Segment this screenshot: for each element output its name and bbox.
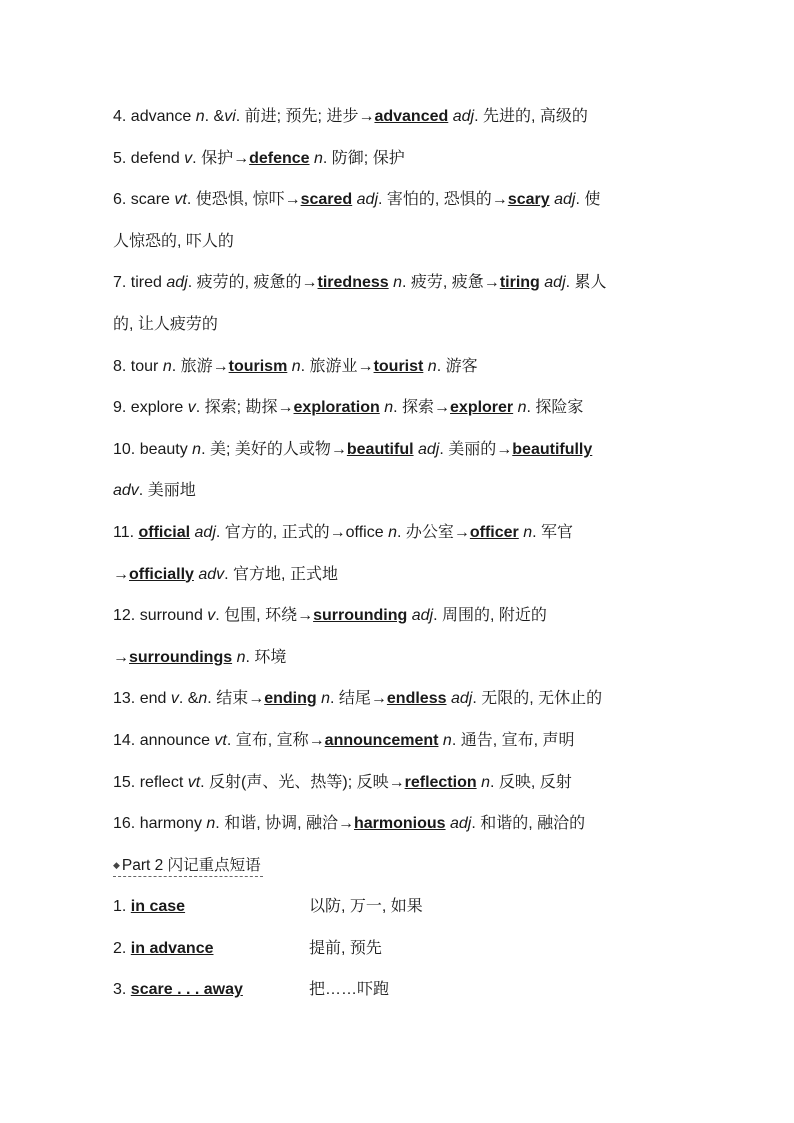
part-of-speech: v [187, 399, 196, 417]
part-of-speech: adv [113, 482, 139, 500]
part-of-speech: adj [356, 191, 379, 209]
vocab-text: 15. reflect [113, 773, 188, 791]
derived-word: officer [469, 523, 519, 541]
derived-word: tourist [373, 357, 424, 375]
vocab-line [113, 138, 693, 180]
derived-word: explorer [450, 399, 514, 417]
phrase-number: 2. [113, 939, 131, 957]
vocab-line [113, 221, 693, 263]
part-of-speech: n [162, 357, 172, 375]
derived-word: endless [386, 690, 447, 708]
derived-word: official [138, 523, 191, 541]
vocab-text: . 先进的, 高级的 [474, 108, 588, 125]
part-of-speech: n [192, 440, 202, 458]
part-of-speech: adj [544, 274, 566, 292]
derived-word: announcement [324, 731, 439, 749]
vocab-text: → [113, 565, 129, 583]
vocab-line [113, 720, 693, 762]
vocab-text: . 累人 [565, 274, 607, 292]
vocab-line [113, 262, 693, 304]
derived-word: tiring [499, 274, 540, 292]
phrase-meaning: 以防, 万一, 如果 [309, 898, 423, 916]
vocab-text: . 美丽的→ [439, 440, 513, 458]
vocab-text: . 结尾→ [330, 690, 387, 708]
derived-word: harmonious [353, 815, 446, 833]
phrase-english [113, 928, 309, 970]
part-of-speech: n [236, 648, 246, 666]
part-of-speech: v [170, 690, 179, 708]
vocab-text: . 旅游→ [171, 357, 229, 375]
vocab-text: 13. end [113, 690, 171, 708]
part2-title: Part 2 闪记重点短语 [121, 856, 261, 874]
vocab-text: . & [178, 690, 199, 708]
derived-word: surroundings [129, 648, 233, 666]
vocab-text: . 疲劳, 疲惫→ [402, 274, 500, 292]
vocab-text: 11. [113, 523, 139, 541]
vocab-line [113, 595, 693, 637]
vocab-text: . 探索→ [393, 399, 451, 417]
part-of-speech: v [207, 607, 216, 625]
part2-header [113, 845, 693, 887]
vocab-line [113, 678, 693, 720]
vocab-text: . 反射(声、光、热等); 反映→ [200, 773, 405, 791]
part-of-speech: v [184, 149, 193, 167]
vocab-text: . 官方的, 正式的→office [215, 523, 389, 541]
vocab-line [113, 470, 693, 512]
part-of-speech: n [481, 773, 490, 791]
vocab-text: 16. harmony [113, 815, 207, 833]
vocab-text: 9. explore [113, 399, 188, 417]
part-of-speech: vi [224, 108, 236, 125]
vocab-line [113, 803, 693, 845]
vocab-text: . 疲劳的, 疲惫的→ [187, 274, 318, 292]
part-of-speech: n [314, 149, 323, 167]
vocab-text: 10. beauty [113, 440, 193, 458]
part-of-speech: n [321, 690, 330, 708]
derived-word: officially [129, 565, 194, 583]
vocab-line [113, 512, 693, 554]
vocab-text: . 害怕的, 恐惧的→ [378, 191, 508, 209]
derived-word: tiredness [317, 274, 389, 292]
vocab-text: 人惊恐的, 吓人的 [113, 232, 234, 250]
phrase-meaning: 提前, 预先 [309, 939, 382, 957]
vocab-line [113, 554, 693, 596]
part-of-speech: vt [187, 773, 201, 791]
vocab-text: . 无限的, 无休止的 [472, 690, 603, 708]
derived-word: beautiful [346, 440, 414, 458]
part-of-speech: adj [554, 191, 576, 209]
derived-word: scared [300, 191, 353, 209]
vocab-line [113, 346, 693, 388]
vocab-text: . 探险家 [526, 399, 584, 417]
derived-word: advanced [374, 108, 449, 125]
part-of-speech: n [291, 357, 301, 375]
part-of-speech: vt [214, 731, 227, 749]
vocab-text: . 使恐惧, 惊吓→ [186, 191, 301, 209]
vocab-text: . 结束→ [207, 690, 265, 708]
vocab-line [113, 762, 693, 804]
vocab-text: . 反映, 反射 [489, 773, 572, 791]
vocab-text: . 环境 [245, 648, 287, 666]
vocab-text: . 美; 美好的人或物→ [201, 440, 347, 458]
vocab-text: 7. tired [113, 274, 167, 292]
vocab-text: 5. defend [113, 149, 185, 167]
derived-word: ending [264, 690, 317, 708]
vocab-line [113, 304, 693, 346]
vocab-text: 的, 让人疲劳的 [113, 315, 218, 333]
vocabulary-list [113, 96, 693, 845]
part-of-speech: adj [418, 440, 440, 458]
derived-word: tourism [228, 357, 288, 375]
vocab-line [113, 387, 693, 429]
vocab-text: . 和谐, 协调, 融洽→ [215, 815, 354, 833]
part-of-speech: n [195, 108, 205, 125]
vocab-text: 12. surround [113, 607, 208, 625]
phrase-meaning: 把……吓跑 [309, 981, 390, 999]
vocab-text: . 和谐的, 融洽的 [471, 815, 586, 833]
vocab-text: . 防御; 保护 [322, 149, 405, 167]
part-of-speech: adv [198, 565, 225, 583]
vocab-line [113, 96, 693, 138]
vocab-text: . 官方地, 正式地 [224, 565, 338, 583]
part-of-speech: n [523, 523, 533, 541]
diamond-bullet-icon: ◆ [113, 859, 120, 870]
phrase-list [113, 886, 693, 1011]
phrase-english [113, 886, 309, 928]
vocab-text: . 军官 [532, 523, 574, 541]
part-of-speech: n [198, 690, 208, 708]
vocab-text: . 探索; 勘探→ [195, 399, 294, 417]
part-of-speech: adj [411, 607, 434, 625]
derived-word: defence [249, 149, 310, 167]
derived-word: scary [507, 191, 550, 209]
vocab-text: 14. announce [113, 731, 215, 749]
part-of-speech: n [388, 523, 397, 541]
phrase-number: 3. [113, 981, 131, 999]
vocab-text: . 保护→ [192, 149, 250, 167]
phrase-number: 1. [113, 898, 131, 916]
derived-word: exploration [293, 399, 380, 417]
part-of-speech: vt [174, 191, 187, 209]
part-of-speech: n [517, 399, 527, 417]
vocab-text: . 周围的, 附近的 [433, 607, 547, 625]
vocab-text: → [113, 648, 129, 666]
vocab-text: . 游客 [436, 357, 478, 375]
part-of-speech: n [427, 357, 437, 375]
part-of-speech: adj [450, 815, 472, 833]
phrase-english [113, 969, 309, 1011]
part-of-speech: n [393, 274, 403, 292]
part-of-speech: adj [450, 690, 473, 708]
vocab-text: . 办公室→ [396, 523, 470, 541]
vocab-text: . 通告, 宣布, 声明 [451, 731, 575, 749]
vocab-text: 8. tour [113, 357, 163, 375]
derived-word: reflection [404, 773, 477, 791]
phrase-term: in advance [130, 939, 214, 957]
part-of-speech: adj [194, 523, 216, 541]
phrase-row [113, 928, 693, 970]
part-of-speech: adj [166, 274, 188, 292]
part-of-speech: adj [452, 108, 475, 125]
vocab-text: 4. advance [113, 108, 196, 125]
vocab-text: 6. scare [113, 191, 175, 209]
vocab-text: . 美丽地 [138, 482, 196, 500]
phrase-row [113, 969, 693, 1011]
vocab-text: . 前进; 预先; 进步→ [235, 108, 375, 125]
phrase-term: in case [130, 898, 186, 916]
vocab-text: . 包围, 环绕→ [215, 607, 314, 625]
vocab-text: . & [204, 108, 225, 125]
vocab-line [113, 429, 693, 471]
phrase-term: scare . . . away [130, 981, 243, 999]
part-of-speech: n [442, 731, 452, 749]
vocab-text: . 使 [575, 191, 601, 209]
part-of-speech: n [384, 399, 394, 417]
vocab-text: . 宣布, 宣称→ [226, 731, 325, 749]
part-of-speech: n [206, 815, 216, 833]
vocab-text: . 旅游业→ [300, 357, 374, 375]
derived-word: surrounding [313, 607, 408, 625]
derived-word: beautifully [512, 440, 593, 458]
vocab-line [113, 637, 693, 679]
vocab-line [113, 179, 693, 221]
phrase-row [113, 886, 693, 928]
document-page [113, 96, 693, 1011]
